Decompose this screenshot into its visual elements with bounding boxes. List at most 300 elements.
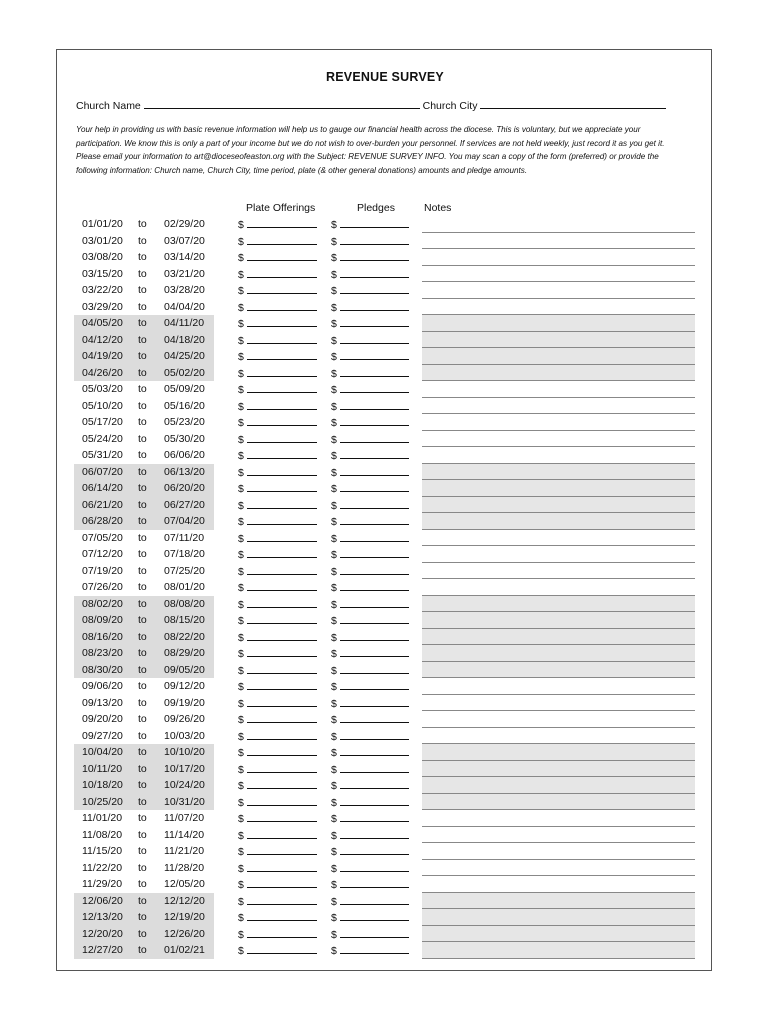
pledge-field[interactable] — [331, 614, 409, 627]
church-name-label: Church Name — [76, 100, 141, 112]
plate-offering-field[interactable] — [238, 449, 317, 462]
plate-offering-blank[interactable] — [247, 895, 317, 905]
plate-offering-blank[interactable] — [247, 812, 317, 822]
period-start-date: 05/31/20 — [82, 449, 123, 461]
plate-offering-field[interactable] — [238, 647, 317, 660]
pledge-blank[interactable] — [340, 680, 409, 690]
table-row — [0, 695, 770, 712]
pledge-blank[interactable] — [340, 697, 409, 707]
plate-offering-field[interactable] — [238, 829, 317, 842]
currency-symbol: $ — [238, 417, 244, 429]
plate-offering-blank[interactable] — [247, 515, 317, 525]
plate-offering-blank[interactable] — [247, 829, 317, 839]
period-end-date: 11/28/20 — [164, 861, 205, 874]
table-row — [0, 216, 770, 233]
period-separator: to — [138, 861, 147, 874]
notes-field[interactable] — [422, 579, 695, 596]
notes-field[interactable] — [422, 678, 695, 695]
plate-offering-field[interactable] — [238, 631, 317, 644]
plate-offering-field[interactable] — [238, 614, 317, 627]
period-separator: to — [138, 762, 147, 775]
period-start-date: 08/30/20 — [82, 663, 123, 676]
currency-symbol: $ — [238, 862, 244, 875]
notes-field[interactable] — [422, 216, 695, 233]
period-start-date: 08/02/20 — [82, 597, 123, 610]
period-start-date: 05/03/20 — [82, 383, 123, 395]
plate-offering-blank[interactable] — [247, 730, 317, 740]
plate-offering-field[interactable] — [238, 763, 317, 776]
pledge-blank[interactable] — [340, 598, 409, 608]
notes-field[interactable] — [422, 497, 695, 514]
period-start-date: 10/04/20 — [82, 746, 123, 758]
plate-offering-field[interactable] — [238, 515, 317, 528]
plate-offering-blank[interactable] — [247, 697, 317, 707]
plate-offering-field[interactable] — [238, 400, 317, 413]
plate-offering-blank[interactable] — [247, 235, 317, 245]
plate-offering-field[interactable] — [238, 697, 317, 710]
notes-field[interactable] — [422, 348, 695, 365]
pledge-field[interactable] — [331, 548, 409, 561]
pledge-blank[interactable] — [340, 284, 409, 294]
currency-symbol: $ — [331, 796, 337, 809]
period-start-date: 08/09/20 — [82, 614, 123, 626]
notes-field[interactable] — [422, 711, 695, 728]
period-start-date: 08/23/20 — [82, 647, 123, 659]
plate-offering-blank[interactable] — [247, 301, 317, 311]
pledge-field[interactable] — [331, 515, 409, 528]
pledge-field[interactable] — [331, 796, 409, 809]
currency-symbol: $ — [331, 400, 337, 413]
pledge-field[interactable] — [331, 268, 409, 281]
plate-offering-field[interactable] — [238, 565, 317, 578]
plate-offering-blank[interactable] — [247, 334, 317, 344]
pledge-field[interactable] — [331, 218, 409, 231]
pledge-blank[interactable] — [340, 466, 409, 476]
pledge-field[interactable] — [331, 284, 409, 297]
period-start-date: 04/05/20 — [82, 317, 123, 329]
pledge-field[interactable] — [331, 763, 409, 776]
pledge-field[interactable] — [331, 581, 409, 594]
plate-offering-blank[interactable] — [247, 862, 317, 872]
plate-offering-blank[interactable] — [247, 532, 317, 542]
notes-field[interactable] — [422, 447, 695, 464]
currency-symbol: $ — [238, 384, 244, 396]
table-row — [0, 843, 770, 860]
pledge-field[interactable] — [331, 317, 409, 330]
pledge-field[interactable] — [331, 829, 409, 842]
currency-symbol: $ — [238, 697, 244, 710]
notes-field[interactable] — [422, 464, 695, 481]
plate-offering-field[interactable] — [238, 334, 317, 347]
currency-symbol: $ — [331, 697, 337, 710]
pledge-blank[interactable] — [340, 928, 409, 938]
notes-field[interactable] — [422, 266, 695, 283]
plate-offering-field[interactable] — [238, 911, 317, 924]
plate-offering-field[interactable] — [238, 317, 317, 330]
pledge-field[interactable] — [331, 944, 409, 957]
plate-offering-field[interactable] — [238, 466, 317, 479]
period-end-date: 07/11/20 — [164, 531, 205, 544]
pledge-blank[interactable] — [340, 367, 409, 377]
plate-offering-field[interactable] — [238, 928, 317, 941]
pledge-field[interactable] — [331, 862, 409, 875]
plate-offering-field[interactable] — [238, 713, 317, 726]
currency-symbol: $ — [331, 384, 337, 396]
currency-symbol: $ — [331, 532, 337, 545]
revenue-table — [0, 216, 770, 959]
plate-offering-field[interactable] — [238, 581, 317, 594]
pledge-blank[interactable] — [340, 251, 409, 261]
plate-offering-blank[interactable] — [247, 631, 317, 641]
pledge-blank[interactable] — [340, 565, 409, 575]
plate-offering-field[interactable] — [238, 598, 317, 611]
notes-field[interactable] — [422, 942, 695, 959]
plate-offering-field[interactable] — [238, 532, 317, 545]
plate-offering-blank[interactable] — [247, 614, 317, 624]
currency-symbol: $ — [238, 813, 244, 825]
notes-field[interactable] — [422, 909, 695, 926]
plate-offering-field[interactable] — [238, 416, 317, 429]
pledge-field[interactable] — [331, 400, 409, 413]
pledge-field[interactable] — [331, 730, 409, 743]
plate-offering-blank[interactable] — [247, 944, 317, 954]
notes-field[interactable] — [422, 315, 695, 332]
pledge-blank[interactable] — [340, 268, 409, 278]
plate-offering-field[interactable] — [238, 680, 317, 693]
plate-offering-field[interactable] — [238, 367, 317, 380]
pledge-field[interactable] — [331, 713, 409, 726]
pledge-field[interactable] — [331, 697, 409, 710]
plate-offering-blank[interactable] — [247, 218, 317, 228]
pledge-blank[interactable] — [340, 895, 409, 905]
currency-symbol: $ — [331, 714, 337, 726]
plate-offering-field[interactable] — [238, 664, 317, 677]
plate-offering-field[interactable] — [238, 944, 317, 957]
notes-field[interactable] — [422, 843, 695, 860]
table-row — [0, 233, 770, 250]
notes-field[interactable] — [422, 893, 695, 910]
notes-field[interactable] — [422, 414, 695, 431]
plate-offering-blank[interactable] — [247, 763, 317, 773]
notes-field[interactable] — [422, 398, 695, 415]
plate-offering-blank[interactable] — [247, 928, 317, 938]
pledge-field[interactable] — [331, 499, 409, 512]
table-row — [0, 381, 770, 398]
plate-offering-field[interactable] — [238, 862, 317, 875]
pledge-field[interactable] — [331, 779, 409, 792]
plate-offering-blank[interactable] — [247, 845, 317, 855]
pledge-blank[interactable] — [340, 944, 409, 954]
currency-symbol: $ — [331, 829, 337, 842]
plate-offering-blank[interactable] — [247, 598, 317, 608]
notes-field[interactable] — [422, 860, 695, 877]
plate-offering-field[interactable] — [238, 499, 317, 512]
pledge-field[interactable] — [331, 235, 409, 248]
period-separator: to — [138, 399, 147, 412]
period-separator: to — [138, 465, 147, 478]
notes-field[interactable] — [422, 546, 695, 563]
plate-offering-blank[interactable] — [247, 713, 317, 723]
pledge-field[interactable] — [331, 532, 409, 545]
currency-symbol: $ — [238, 895, 244, 908]
pledge-blank[interactable] — [340, 301, 409, 311]
plate-offering-blank[interactable] — [247, 878, 317, 888]
pledge-blank[interactable] — [340, 499, 409, 509]
period-end-date: 07/25/20 — [164, 564, 205, 577]
plate-offering-field[interactable] — [238, 746, 317, 759]
notes-field[interactable] — [422, 332, 695, 349]
plate-offering-blank[interactable] — [247, 466, 317, 476]
pledge-field[interactable] — [331, 466, 409, 479]
pledge-blank[interactable] — [340, 845, 409, 855]
plate-offering-field[interactable] — [238, 284, 317, 297]
period-start-date: 06/28/20 — [82, 515, 123, 527]
plate-offering-field[interactable] — [238, 251, 317, 264]
table-row — [0, 315, 770, 332]
plate-offering-field[interactable] — [238, 895, 317, 908]
pledge-blank[interactable] — [340, 631, 409, 641]
period-start-date: 12/06/20 — [82, 894, 123, 907]
pledge-field[interactable] — [331, 895, 409, 908]
currency-symbol: $ — [331, 895, 337, 908]
notes-field[interactable] — [422, 876, 695, 893]
pledge-blank[interactable] — [340, 235, 409, 245]
currency-symbol: $ — [238, 450, 244, 462]
table-row — [0, 365, 770, 382]
plate-offering-field[interactable] — [238, 845, 317, 858]
plate-offering-blank[interactable] — [247, 317, 317, 327]
pledge-blank[interactable] — [340, 334, 409, 344]
pledge-field[interactable] — [331, 482, 409, 495]
currency-symbol: $ — [331, 928, 337, 941]
pledge-field[interactable] — [331, 334, 409, 347]
plate-offering-blank[interactable] — [247, 400, 317, 410]
pledge-blank[interactable] — [340, 796, 409, 806]
pledge-blank[interactable] — [340, 911, 409, 921]
period-separator: to — [138, 597, 147, 610]
notes-field[interactable] — [422, 744, 695, 761]
period-start-date: 03/15/20 — [82, 267, 123, 280]
pledge-blank[interactable] — [340, 449, 409, 459]
currency-symbol: $ — [331, 747, 337, 759]
plate-offering-field[interactable] — [238, 730, 317, 743]
plate-offering-field[interactable] — [238, 235, 317, 248]
pledge-blank[interactable] — [340, 862, 409, 872]
table-row — [0, 728, 770, 745]
pledge-blank[interactable] — [340, 416, 409, 426]
plate-offering-blank[interactable] — [247, 499, 317, 509]
currency-symbol: $ — [238, 516, 244, 528]
pledge-blank[interactable] — [340, 713, 409, 723]
currency-symbol: $ — [331, 846, 337, 858]
pledge-blank[interactable] — [340, 878, 409, 888]
pledge-field[interactable] — [331, 664, 409, 677]
plate-offering-field[interactable] — [238, 812, 317, 825]
plate-offering-blank[interactable] — [247, 796, 317, 806]
pledge-blank[interactable] — [340, 383, 409, 393]
pledge-field[interactable] — [331, 301, 409, 314]
period-separator: to — [138, 564, 147, 577]
pledge-blank[interactable] — [340, 779, 409, 789]
period-start-date: 06/07/20 — [82, 465, 123, 478]
pledge-blank[interactable] — [340, 317, 409, 327]
pledge-field[interactable] — [331, 878, 409, 891]
period-start-date: 07/05/20 — [82, 531, 123, 544]
pledge-blank[interactable] — [340, 581, 409, 591]
notes-field[interactable] — [422, 233, 695, 250]
period-end-date: 09/12/20 — [164, 680, 205, 692]
notes-field[interactable] — [422, 513, 695, 530]
pledge-blank[interactable] — [340, 350, 409, 360]
plate-offering-field[interactable] — [238, 548, 317, 561]
pledge-blank[interactable] — [340, 614, 409, 624]
church-city-field[interactable] — [480, 99, 666, 109]
pledge-field[interactable] — [331, 433, 409, 446]
notes-field[interactable] — [422, 794, 695, 811]
plate-offering-blank[interactable] — [247, 746, 317, 756]
pledge-field[interactable] — [331, 449, 409, 462]
notes-field[interactable] — [422, 695, 695, 712]
plate-offering-blank[interactable] — [247, 416, 317, 426]
period-separator: to — [138, 300, 147, 313]
pledge-blank[interactable] — [340, 400, 409, 410]
pledge-blank[interactable] — [340, 433, 409, 443]
period-start-date: 11/22/20 — [82, 861, 123, 874]
plate-offering-blank[interactable] — [247, 664, 317, 674]
plate-offering-blank[interactable] — [247, 779, 317, 789]
notes-field[interactable] — [422, 530, 695, 547]
notes-field[interactable] — [422, 645, 695, 662]
notes-field[interactable] — [422, 596, 695, 613]
plate-offering-blank[interactable] — [247, 251, 317, 261]
plate-offering-field[interactable] — [238, 878, 317, 891]
plate-offering-field[interactable] — [238, 482, 317, 495]
notes-field[interactable] — [422, 299, 695, 316]
table-row — [0, 596, 770, 613]
pledge-blank[interactable] — [340, 664, 409, 674]
notes-field[interactable] — [422, 612, 695, 629]
period-separator: to — [138, 498, 147, 511]
pledge-field[interactable] — [331, 928, 409, 941]
pledge-blank[interactable] — [340, 730, 409, 740]
plate-offering-blank[interactable] — [247, 565, 317, 575]
notes-field[interactable] — [422, 431, 695, 448]
currency-symbol: $ — [331, 582, 337, 594]
plate-offering-blank[interactable] — [247, 548, 317, 558]
pledge-field[interactable] — [331, 598, 409, 611]
plate-offering-blank[interactable] — [247, 284, 317, 294]
pledge-field[interactable] — [331, 680, 409, 693]
plate-offering-blank[interactable] — [247, 680, 317, 690]
pledge-blank[interactable] — [340, 482, 409, 492]
plate-offering-field[interactable] — [238, 779, 317, 792]
notes-field[interactable] — [422, 926, 695, 943]
pledges-header: Pledges — [357, 202, 395, 214]
pledge-field[interactable] — [331, 565, 409, 578]
notes-field[interactable] — [422, 480, 695, 497]
notes-field[interactable] — [422, 761, 695, 778]
pledge-field[interactable] — [331, 845, 409, 858]
pledge-blank[interactable] — [340, 515, 409, 525]
plate-offering-field[interactable] — [238, 301, 317, 314]
notes-field[interactable] — [422, 629, 695, 646]
period-start-date: 01/01/20 — [82, 218, 123, 230]
pledge-blank[interactable] — [340, 812, 409, 822]
plate-offering-blank[interactable] — [247, 449, 317, 459]
pledge-field[interactable] — [331, 911, 409, 924]
table-row — [0, 497, 770, 514]
period-end-date: 06/20/20 — [164, 482, 205, 494]
currency-symbol: $ — [238, 780, 244, 792]
plate-offering-blank[interactable] — [247, 268, 317, 278]
pledge-field[interactable] — [331, 746, 409, 759]
plate-offering-field[interactable] — [238, 383, 317, 396]
pledge-blank[interactable] — [340, 763, 409, 773]
notes-field[interactable] — [422, 777, 695, 794]
plate-offering-field[interactable] — [238, 218, 317, 231]
plate-offering-blank[interactable] — [247, 482, 317, 492]
currency-symbol: $ — [331, 450, 337, 462]
notes-field[interactable] — [422, 810, 695, 827]
church-name-field[interactable] — [144, 99, 420, 109]
plate-offering-blank[interactable] — [247, 581, 317, 591]
pledge-blank[interactable] — [340, 829, 409, 839]
pledge-field[interactable] — [331, 367, 409, 380]
plate-offering-field[interactable] — [238, 350, 317, 363]
plate-offering-field[interactable] — [238, 433, 317, 446]
notes-field[interactable] — [422, 728, 695, 745]
pledge-field[interactable] — [331, 647, 409, 660]
pledge-field[interactable] — [331, 416, 409, 429]
currency-symbol: $ — [238, 615, 244, 627]
notes-field[interactable] — [422, 381, 695, 398]
currency-symbol: $ — [331, 318, 337, 330]
plate-offering-blank[interactable] — [247, 433, 317, 443]
notes-field[interactable] — [422, 282, 695, 299]
plate-offering-field[interactable] — [238, 796, 317, 809]
period-start-date: 12/27/20 — [82, 944, 123, 956]
pledge-blank[interactable] — [340, 647, 409, 657]
currency-symbol: $ — [238, 532, 244, 545]
period-separator: to — [138, 746, 147, 758]
pledge-field[interactable] — [331, 631, 409, 644]
plate-offering-field[interactable] — [238, 268, 317, 281]
pledge-blank[interactable] — [340, 532, 409, 542]
plate-offering-blank[interactable] — [247, 383, 317, 393]
pledge-blank[interactable] — [340, 548, 409, 558]
pledge-field[interactable] — [331, 812, 409, 825]
pledge-blank[interactable] — [340, 746, 409, 756]
period-separator: to — [138, 284, 147, 296]
currency-symbol: $ — [238, 334, 244, 347]
plate-offering-blank[interactable] — [247, 647, 317, 657]
period-separator: to — [138, 449, 147, 461]
plate-offering-blank[interactable] — [247, 367, 317, 377]
notes-field[interactable] — [422, 827, 695, 844]
plate-offering-blank[interactable] — [247, 911, 317, 921]
pledge-field[interactable] — [331, 350, 409, 363]
pledge-field[interactable] — [331, 383, 409, 396]
notes-field[interactable] — [422, 365, 695, 382]
plate-offering-blank[interactable] — [247, 350, 317, 360]
notes-field[interactable] — [422, 563, 695, 580]
pledge-blank[interactable] — [340, 218, 409, 228]
notes-field[interactable] — [422, 249, 695, 266]
period-end-date: 05/30/20 — [164, 432, 205, 445]
table-row — [0, 282, 770, 299]
notes-field[interactable] — [422, 662, 695, 679]
pledge-field[interactable] — [331, 251, 409, 264]
